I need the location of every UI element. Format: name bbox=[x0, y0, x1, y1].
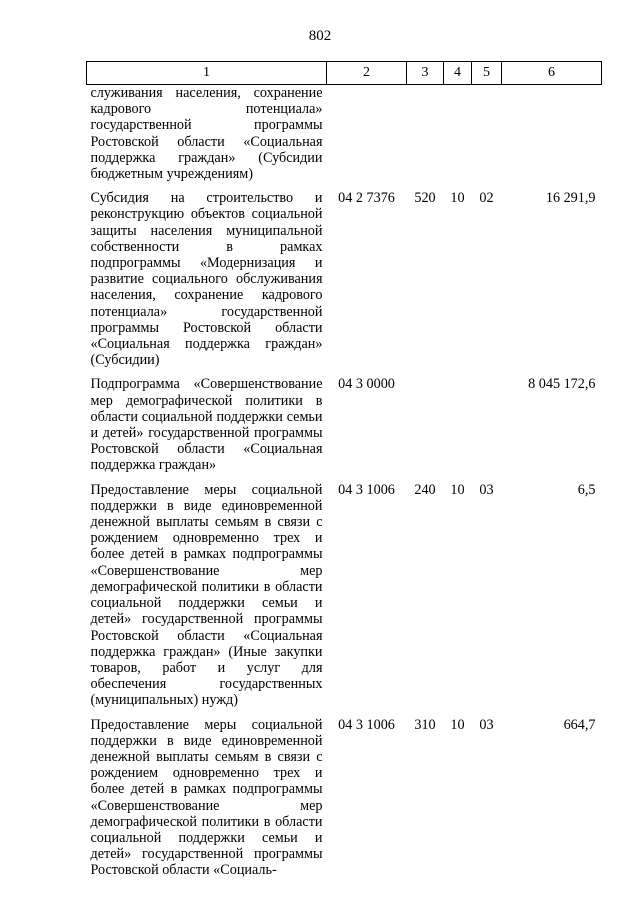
row-amount: 664,7 bbox=[563, 716, 596, 733]
row-target-code bbox=[327, 85, 407, 183]
row-subsection: 03 bbox=[479, 716, 494, 733]
row-description: служивания населения, сохранение кадрового потенциала» государственной программы Ростовской области «Социальная поддержка граждан» (Субсидии бюджетным учреждениям) bbox=[90, 85, 323, 183]
row-description: Подпрограмма «Совершенствование мер демографической политики в области социальной поддержки семьи и детей» государственной программы Ростовской области «Социальная поддержка граждан» bbox=[90, 376, 323, 474]
header-col-4: 4 bbox=[444, 62, 472, 85]
table-header bbox=[87, 62, 602, 85]
row-amount bbox=[502, 85, 602, 183]
row-amount: 8 045 172,6 bbox=[528, 376, 596, 393]
table-row bbox=[87, 709, 602, 879]
row-expense-type: 240 bbox=[414, 481, 436, 498]
table-row bbox=[87, 474, 602, 709]
row-target-code: 04 3 1006 bbox=[338, 481, 395, 498]
row-description: Предоставление меры социальной поддержки в виде единовременной денежной выплаты семьям в связи с рождением одновременно трех и более детей в рамках подпрограммы «Совершенствование мер демографической политики в области социальной поддержки семьи и детей» государственной программы Ростовской области «Социальная поддержка граждан» (Иные закупки товаров, работ и услуг для обеспечения государственных (муниципальных) нужд) bbox=[90, 481, 323, 709]
row-target-code: 04 3 0000 bbox=[338, 376, 395, 393]
table-row bbox=[87, 85, 602, 183]
row-target-code: 04 3 1006 bbox=[338, 716, 395, 733]
row-expense-type bbox=[407, 85, 444, 183]
row-subsection bbox=[472, 85, 502, 183]
row-subsection: 03 bbox=[479, 481, 494, 498]
page-number: 802 bbox=[308, 28, 332, 44]
row-expense-type bbox=[407, 368, 444, 473]
row-description: Субсидия на строительство и реконструкцию объектов социальной защиты населения муниципальной собственности в рамках подпрограммы «Модернизация и развитие социального обслуживания населения, сохранение кадрового потенциала» государственной программы Ростовской области «Социальная поддержка граждан» (Субсидии) bbox=[90, 190, 323, 369]
row-section: 10 bbox=[450, 716, 465, 733]
header-col-1: 1 bbox=[87, 62, 327, 85]
header-col-5: 5 bbox=[472, 62, 502, 85]
row-subsection bbox=[472, 368, 502, 473]
row-description: Предоставление меры социальной поддержки в виде единовременной денежной выплаты семьям в связи с рождением одновременно трех и более детей в рамках подпрограммы «Совершенствование мер демографической политики в области социальной поддержки семьи и детей» государственной программы Ростовской области «Социаль- bbox=[90, 716, 323, 879]
row-amount: 16 291,9 bbox=[545, 190, 596, 207]
row-subsection: 02 bbox=[479, 190, 494, 207]
row-expense-type: 310 bbox=[414, 716, 436, 733]
row-expense-type: 520 bbox=[414, 190, 436, 207]
budget-table bbox=[86, 61, 602, 879]
row-section: 10 bbox=[450, 481, 465, 498]
row-target-code: 04 2 7376 bbox=[338, 190, 395, 207]
table-row bbox=[87, 182, 602, 368]
row-section bbox=[444, 368, 472, 473]
table-row bbox=[87, 368, 602, 473]
row-amount: 6,5 bbox=[577, 481, 596, 498]
row-section bbox=[444, 85, 472, 183]
header-col-6: 6 bbox=[502, 62, 602, 85]
header-col-3: 3 bbox=[407, 62, 444, 85]
header-col-2: 2 bbox=[327, 62, 407, 85]
row-section: 10 bbox=[450, 190, 465, 207]
